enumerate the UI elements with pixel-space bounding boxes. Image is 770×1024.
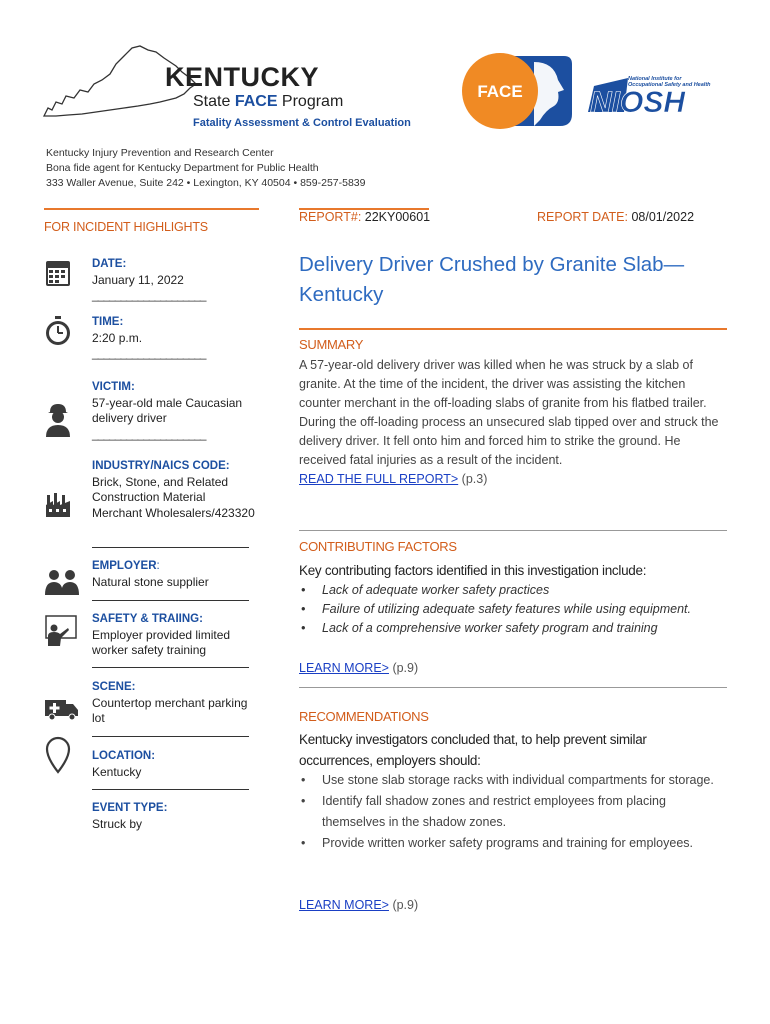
list-item: • Provide written worker safety programs and training for employees. [299,833,727,854]
contributing-factors-heading: CONTRIBUTING FACTORS [299,539,457,554]
list-item: • Failure of utilizing adequate safety features while using equipment. [299,600,727,619]
report-number: REPORT#: 22KY00601 [299,210,431,224]
report-title: Delivery Driver Crushed by Granite Slab—Kentucky [299,253,685,306]
read-full-report-link[interactable]: READ THE FULL REPORT> [299,472,459,486]
program-state-title: KENTUCKY [165,62,320,92]
niosh-logo [584,72,729,120]
recommendations-list [299,770,727,854]
svg-text:FACE: FACE [477,82,523,101]
highlight-divider [92,667,249,668]
contributing-factors-list [299,581,727,638]
section-divider [299,687,727,688]
incident-highlights-sidebar [44,208,259,234]
contributing-learn-more: LEARN MORE> (p.9) [299,661,419,675]
summary-rule [299,328,727,330]
highlight-divider [92,600,249,601]
organization-info: Kentucky Injury Prevention and Research Center Bona fide agent for Kentucky Department for Public Health 333 Waller Avenue, Suite 242 • Lexington, KY 40504 • 859-257-5839 [46,147,366,189]
svg-text:Occupational Safety and Health: Occupational Safety and Health [628,82,711,88]
svg-text:National Institute for: National Institute for [628,76,682,82]
svg-text:NIOSH: NIOSH [590,86,686,119]
sidebar-heading: FOR INCIDENT HIGHLIGHTS [44,220,208,234]
list-item: • Lack of a comprehensive worker safety program and training [299,619,727,638]
learn-more-link[interactable]: LEARN MORE> [299,661,389,675]
list-item: • Use stone slab storage racks with individual compartments for storage. [299,770,727,791]
stopwatch-icon [44,315,72,347]
worker-icon [44,402,72,438]
list-item: • Lack of adequate worker safety practices [299,581,727,600]
factory-icon [44,489,72,521]
report-header [0,0,770,200]
presenter-icon [44,614,80,648]
contributing-intro: Key contributing factors identified in this investigation include: [299,563,647,578]
face-logo [460,50,575,132]
summary-text: A 57-year-old delivery driver was killed when he was struck by a slab of granite. At the time of the incident, the driver was assisting the kitchen counter merchant in the off-loading slabs of granite from his flatbed trailer. During the off-loading process an unsecured slab tipped over and struck the delivery driver. It fell onto him and forced him to strike the ground. He received fatal injuries as a result of the incident. READ THE FULL REPORT> (p.3) [299,358,719,486]
highlight-divider [92,789,249,790]
program-subtitle: State FACE Program [193,93,344,110]
location-pin-icon [44,736,72,774]
recommendations-learn-more: LEARN MORE> (p.9) [299,898,419,912]
highlight-divider [92,736,249,737]
report-date: REPORT DATE: 08/01/2022 [537,210,695,224]
people-icon [44,567,80,599]
list-item: • Identify fall shadow zones and restrict employees from placing themselves in the shadow zones. [299,791,727,833]
recommendations-heading: RECOMMENDATIONS [299,709,429,724]
ambulance-icon [44,696,80,722]
sidebar-top-rule [44,208,259,210]
calendar-icon [44,257,72,289]
program-evaluation-line: Fatality Assessment & Control Evaluation [193,117,411,129]
summary-heading: SUMMARY [299,337,364,352]
highlight-divider [92,547,249,548]
recommendations-intro: Kentucky investigators concluded that, to help prevent similar occurrences, employers should: [299,732,647,768]
learn-more-link[interactable]: LEARN MORE> [299,898,389,912]
section-divider [299,530,727,531]
